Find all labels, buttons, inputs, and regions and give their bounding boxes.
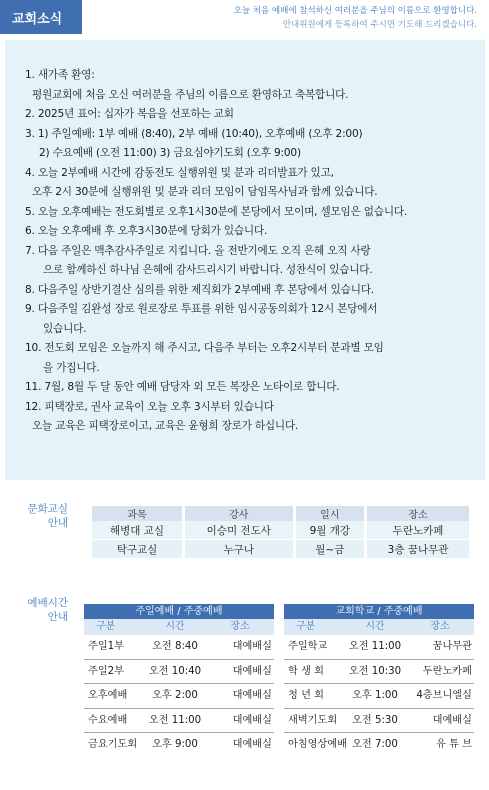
table-title: 주일예배 / 주중예배 bbox=[84, 604, 274, 619]
table-row bbox=[284, 660, 474, 685]
table-cell: 월~금 bbox=[294, 540, 366, 559]
worship-times-label-line1: 예배시간 bbox=[27, 597, 68, 609]
table-row bbox=[84, 709, 274, 734]
news-item: 5. 오늘 오후예배는 전도회별로 오후1시30분에 본당에서 모이며, 셀모임은 없습니다. bbox=[25, 205, 408, 218]
table-cell: 학 생 회 bbox=[288, 665, 324, 677]
news-item: 을 가집니다. bbox=[43, 361, 100, 374]
table-cell: 오후예배 bbox=[88, 690, 128, 701]
table-row bbox=[92, 521, 471, 540]
table-cell: 오전 10:30 bbox=[348, 665, 402, 677]
table-row bbox=[92, 540, 471, 559]
news-item: 으로 함께하신 하나님 은혜에 감사드리시기 바랍니다. 성찬식이 있습니다. bbox=[43, 264, 373, 276]
news-item: 11. 7월, 8월 두 달 동안 예배 담당자 외 모든 복장은 노타이로 합니다. bbox=[25, 381, 340, 393]
news-item: 6. 오늘 오후예배 후 오후3시30분에 당회가 있습니다. bbox=[25, 225, 268, 237]
table-row bbox=[84, 635, 274, 660]
table-header-row bbox=[84, 619, 274, 635]
table-header-row bbox=[92, 506, 471, 521]
table-cell: 오전 10:40 bbox=[148, 665, 202, 677]
culture-class-table bbox=[92, 506, 472, 558]
culture-class-label bbox=[16, 502, 68, 530]
table-cell: 오전 11:00 bbox=[348, 641, 402, 652]
table-cell: 주일1부 bbox=[88, 641, 125, 652]
news-item: 오후 2시 30분에 실행위원 및 분과 리더 모임이 담임목사님과 함께 있습니다. bbox=[32, 186, 378, 198]
table-cell: 오전 7:00 bbox=[352, 739, 398, 750]
news-item: 평원교회에 처음 오신 여러분을 주님의 이름으로 환영하고 축복합니다. bbox=[32, 88, 349, 101]
table-cell: 대예배실 bbox=[232, 665, 272, 677]
table-row bbox=[284, 635, 474, 660]
table-cell: 오전 8:40 bbox=[152, 641, 198, 652]
table-cell: 수요예배 bbox=[88, 714, 128, 726]
church-school-table bbox=[284, 604, 474, 757]
table-cell: 4층브니엘실 bbox=[416, 690, 472, 701]
news-item: 12. 피택장로, 권사 교육이 오늘 오후 3시부터 있습니다 bbox=[25, 400, 274, 413]
table-cell: 누구나 bbox=[183, 540, 294, 559]
news-item: 1. 새가족 환영: bbox=[25, 69, 95, 81]
table-cell: 대예배실 bbox=[432, 714, 472, 726]
news-item: 2) 수요예배 (오전 11:00) 3) 금요심야기도회 (오후 9:00) bbox=[39, 147, 301, 159]
table-cell: 대예배실 bbox=[232, 690, 272, 701]
table-cell: 주일2부 bbox=[88, 665, 125, 677]
table-cell: 아침영상예배 bbox=[288, 739, 348, 750]
table-cell: 금요기도회 bbox=[88, 739, 138, 750]
culture-class-label-line1: 문화교실 bbox=[27, 503, 68, 515]
worship-times-label-line2: 안내 bbox=[47, 611, 68, 623]
table-row bbox=[84, 660, 274, 685]
column-header: 장소 bbox=[366, 506, 471, 521]
welcome-notice-line1: 오늘 처음 예배에 참석하신 여러분을 주님의 이름으로 환영합니다. bbox=[233, 6, 477, 16]
column-header: 시간 bbox=[165, 621, 185, 632]
column-header: 강사 bbox=[183, 506, 294, 521]
column-header: 시간 bbox=[365, 621, 385, 632]
table-cell: 오전 5:30 bbox=[352, 714, 398, 726]
news-item: 4. 오늘 2부예배 시간에 감동전도 실행위원 및 분과 리더발표가 있고, bbox=[25, 166, 334, 179]
worship-times-label bbox=[16, 596, 68, 624]
church-news-panel bbox=[5, 40, 485, 480]
table-title: 교회학교 / 주중예배 bbox=[284, 604, 474, 619]
column-header: 구분 bbox=[296, 621, 316, 632]
table-row bbox=[84, 733, 274, 757]
table-cell: 대예배실 bbox=[232, 739, 272, 750]
table-cell: 새벽기도회 bbox=[288, 714, 338, 726]
column-header: 구분 bbox=[96, 621, 116, 632]
table-cell: 오후 1:00 bbox=[352, 690, 398, 701]
culture-class-label-line2: 안내 bbox=[47, 517, 68, 529]
table-cell: 두란노카페 bbox=[422, 665, 472, 677]
news-item: 오늘 교육은 피택장로이고, 교육은 윤형희 장로가 하십니다. bbox=[32, 420, 299, 432]
table-cell: 탁구교실 bbox=[92, 540, 183, 559]
table-header-row bbox=[284, 619, 474, 635]
table-cell: 3층 꿈나무관 bbox=[366, 540, 471, 559]
news-item: 8. 다음주일 상반기결산 심의를 위한 제직회가 2부예배 후 본당에서 있습니다. bbox=[25, 283, 374, 296]
table-cell: 오전 11:00 bbox=[148, 714, 202, 726]
table-row bbox=[84, 684, 274, 709]
news-item: 2. 2025년 표어: 십자가 복음을 선포하는 교회 bbox=[25, 108, 234, 120]
table-cell: 해병대 교실 bbox=[92, 521, 183, 540]
table-cell: 두란노카페 bbox=[366, 521, 471, 540]
news-list bbox=[25, 66, 477, 437]
news-item: 7. 다음 주일은 맥추감사주일로 지킵니다. 올 전반기에도 오직 은혜 오직 사랑 bbox=[25, 244, 371, 257]
sunday-worship-table bbox=[84, 604, 274, 757]
table-cell: 대예배실 bbox=[232, 641, 272, 652]
news-item: 10. 전도회 모임은 오늘까지 해 주시고, 다음주 부터는 오후2시부터 분과별 모임 bbox=[25, 342, 384, 354]
table-cell: 꿈나무관 bbox=[432, 641, 472, 652]
welcome-notice-line2: 안내위원에게 등록하여 주시면 기도해 드리겠습니다. bbox=[282, 20, 477, 30]
table-cell: 9월 개강 bbox=[294, 521, 366, 540]
table-cell: 이승미 전도사 bbox=[183, 521, 294, 540]
news-item: 있습니다. bbox=[43, 322, 87, 335]
column-header: 일시 bbox=[294, 506, 366, 521]
table-cell: 대예배실 bbox=[232, 714, 272, 726]
welcome-notice bbox=[234, 4, 477, 32]
section-tab-label: 교회소식 bbox=[12, 11, 63, 27]
table-cell: 오후 2:00 bbox=[152, 690, 198, 701]
table-row bbox=[284, 709, 474, 734]
news-item: 3. 1) 주일예배: 1부 예배 (8:40), 2부 예배 (10:40), 오후예배 (오후 2:00) bbox=[25, 127, 363, 140]
column-header: 과목 bbox=[92, 506, 183, 521]
section-tab-church-news bbox=[0, 0, 82, 34]
table-row bbox=[284, 733, 474, 757]
table-cell: 오후 9:00 bbox=[152, 739, 198, 750]
table-cell: 주일학교 bbox=[288, 641, 328, 652]
table-cell: 청 년 회 bbox=[288, 690, 324, 701]
table-row bbox=[284, 684, 474, 709]
table-cell: 유 튜 브 bbox=[436, 739, 472, 750]
column-header: 장소 bbox=[230, 621, 250, 632]
news-item: 9. 다음주일 김완성 장로 원로장로 투표를 위한 임시공동의회가 12시 본당에서 bbox=[25, 303, 378, 315]
column-header: 장소 bbox=[430, 621, 450, 632]
